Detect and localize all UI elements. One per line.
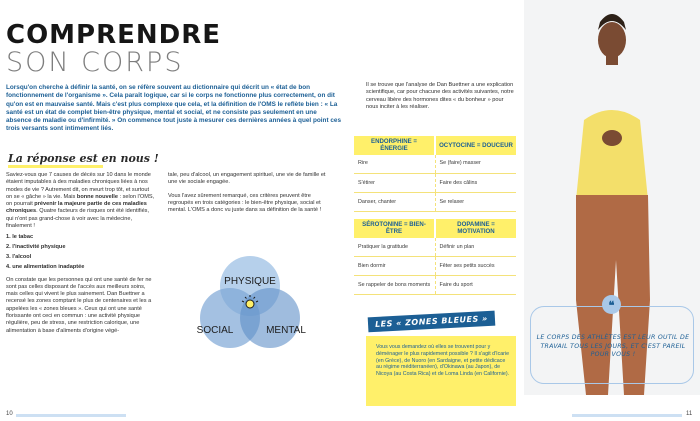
hormone-table-1 xyxy=(354,136,516,212)
hormone-tables xyxy=(354,136,516,302)
col1-paragraph-2: On constate que les personnes qui ont une santé de fer ne sont pas celles disposant de l'accès aux meilleurs soins, mais celles qui vivent le plus sainement. Dan Buettner a recensé les zones comptant le plus de centenaires et les a appelées les « zones bleues ». Ceux qui ont une santé florissante ont ceci en commun : une activité physique régulière, peu de stress, une restriction calorique, une alimentation à base d'aliments d'origine végé- xyxy=(6,276,152,334)
table-header: DOPAMINE = MOTIVATION xyxy=(435,219,516,238)
table-row: Danser, chanter Se relaxer xyxy=(354,193,516,212)
title-line2: SON CORPS xyxy=(6,47,184,78)
venn-label-mental: MENTAL xyxy=(266,325,306,336)
table-row: S'étirer Faire des câlins xyxy=(354,174,516,193)
col1-paragraph-1: Saviez-vous que 7 causes de décès sur 10 dans le monde étaient imputables à des maladies chroniques liées à nos modes de vie ? Autrement dit, on meurt trop tôt, et surtout on se « gâche » la vie. Mais bonne nouvelle : selon l'OMS, on pourrait prévenir la majeure partie de ces maladies chroniques. Quatre facteurs de risques ont été identifiés, qui n'ont pas grand-chose à voir avec la médecine, finalement ! xyxy=(6,172,155,230)
title-line1: COMPRENDRE xyxy=(6,20,222,50)
venn-circle-mental xyxy=(240,288,300,348)
quote-text: LE CORPS DES ATHLÈTES EST LEUR OUTIL DE TRAVAIL TOUS LES JOURS, ET C'EST PAREIL POUR VOUS ! xyxy=(536,334,690,358)
table-header: SÉROTONINE = BIEN-ÊTRE xyxy=(354,219,435,238)
col2-paragraph-1: tale, peu d'alcool, un engagement spirituel, une vie de famille et une vie sociale engagée. xyxy=(168,172,326,186)
list-item: 2. l'inactivité physique xyxy=(6,244,66,251)
heading-underline xyxy=(8,165,103,168)
footer-bar xyxy=(16,414,126,417)
table-row: Rire Se (faire) masser xyxy=(354,155,516,174)
hormone-table-2 xyxy=(354,219,516,295)
table-row: Se rappeler de bons moments Faire du sport xyxy=(354,276,516,295)
blue-zones-label: LES « ZONES BLEUES » xyxy=(368,311,495,333)
table-header: ENDORPHINE = ÉNERGIE xyxy=(354,136,435,155)
blue-zones-text: Vous vous demandez où elles se trouvent pour y déménager le plus rapidement possible ? Il s'agit d'Icarie (en Grèce), de Nuoro (en Sardaigne, et petite dédicace au régime méditerranéen), d'Okinawa (au Japon), de Nicoya (au Costa Rica) et de Loma Linda (en Californie). xyxy=(376,344,510,378)
quote-icon: ❝ xyxy=(602,295,621,314)
section-heading: La réponse est en nous ! xyxy=(8,152,159,165)
intro-paragraph: Lorsqu'on cherche à définir la santé, on se réfère souvent au dictionnaire qui décrit un « état de bon fonctionnement de l'organisme ». Cela paraît logique, car si le corps ne fonctionne plus correctement, on dit qu'on est en mauvaise santé. Mais c'est plus complexe que cela, et la définition de l'OMS le reflète bien : « La santé est un état de complet bien-être physique, mental et social, et ne consiste pas seulement en une absence de maladie ou d'infirmité. » On commence tout juste à mesurer ces dernières années à quel point ces trois versants sont intimement liés. xyxy=(6,84,342,133)
column-1 xyxy=(6,172,156,338)
page-number-left: 10 xyxy=(6,411,13,417)
right-intro-paragraph: Il se trouve que l'analyse de Dan Buettner a une explication scientifique, car pour chacune des activités suivantes, notre cerveau libère des hormones dites « du bonheur » pour nous inciter à les réaliser. xyxy=(366,82,514,110)
venn-label-social: SOCIAL xyxy=(196,325,234,336)
footer-bar xyxy=(572,414,682,417)
col2-paragraph-2: Vous l'avez sûrement remarqué, ces critères peuvent être regroupés en trois catégories : le bien-être physique, social et mental. L'OMS a donc vu juste dans sa définition de la santé ! xyxy=(168,192,322,214)
venn-diagram xyxy=(168,248,332,358)
list-item: 1. le tabac xyxy=(6,234,34,241)
column-2 xyxy=(168,172,334,220)
page-number-right: 11 xyxy=(686,411,693,417)
right-page xyxy=(350,0,700,421)
list-item: 4. une alimentation inadaptée xyxy=(6,263,85,270)
table-row: Bien dormir Fêter ses petits succès xyxy=(354,257,516,276)
table-header: OCYTOCINE = DOUCEUR xyxy=(435,136,516,155)
table-row: Pratiquer la gratitude Définir un plan xyxy=(354,238,516,257)
risk-factor-list xyxy=(6,233,156,272)
venn-label-physique: PHYSIQUE xyxy=(224,276,276,287)
list-item: 3. l'alcool xyxy=(6,253,32,260)
